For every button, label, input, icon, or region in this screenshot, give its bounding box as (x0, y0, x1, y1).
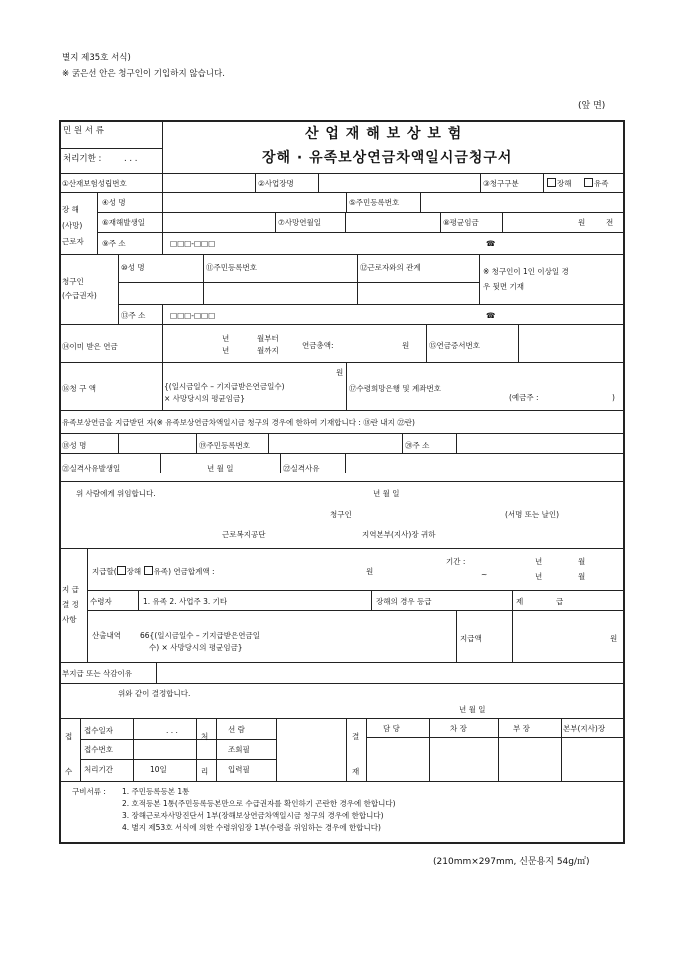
death-date-label: ⑦사망연월일 (278, 218, 321, 227)
bank-account-label: ⑰수령희망은행 및 계좌번호 (349, 384, 441, 393)
pension-label: ⑭이미 받은 연금 (62, 342, 118, 351)
worker-address-label: ⑨주 소 (102, 239, 126, 248)
worker-name-label: ④성 명 (102, 198, 126, 207)
gyeol-label: 결 (352, 732, 360, 741)
cheo-label: 처 (201, 732, 209, 741)
receipt-date-value: . . . (166, 726, 178, 735)
period-month-1: 월 (578, 557, 586, 566)
decision-won: 원 (366, 567, 374, 576)
docs-item-4: 4. 별지 제53호 서식에 의한 수령위임장 1부(수령을 위임하는 경우에 한합니다) (122, 823, 381, 832)
avg-wage-jeon: 전 (606, 218, 614, 227)
delegate-office: 지역본부(지사)장 귀하 (362, 530, 436, 539)
title-line-2: 장해 · 유족보상연금차액일시금청구서 (262, 150, 513, 166)
claimant-zip: □□□-□□□ (170, 311, 216, 320)
decision-label-2: 결 정 (62, 600, 79, 609)
worker-label-1: 장 해 (62, 205, 79, 214)
survivor-name-label: ⑱성 명 (62, 441, 87, 450)
civil-label: 민 원 서 류 (63, 126, 104, 136)
worker-phone-icon: ☎ (486, 239, 496, 248)
grade-label: 장해의 경우 등급 (376, 597, 432, 606)
claim-won: 원 (336, 368, 344, 377)
business-name-label: ②사업장명 (258, 179, 294, 188)
claimant-relation-label: ⑫근로자와의 관계 (360, 263, 421, 272)
grade-je: 제 (516, 597, 524, 606)
claimant-phone-icon: ☎ (486, 311, 496, 320)
recipient-options: 1. 유족 2. 사업주 3. 기타 (143, 597, 228, 606)
claim-formula-2: × 사망당시의 평균임금} (164, 394, 246, 403)
calc-line-1: 66{(일시금일수 – 기지급받은연금일 (140, 631, 260, 640)
claimant-name-label: ⑩성 명 (121, 263, 145, 272)
deadline-dots: . . . (124, 154, 138, 164)
loss-date-label: ㉑실격사유발생일 (62, 464, 121, 473)
pension-cert-label: ⑮연금증서번호 (429, 341, 480, 350)
worker-zip: □□□-□□□ (170, 239, 216, 248)
role-3: 부 장 (513, 724, 530, 733)
worker-rrn-label: ⑤주민등록번호 (349, 198, 400, 207)
checkbox-icon (547, 178, 556, 187)
receipt-no-label: 접수번호 (84, 745, 113, 754)
docs-label: 구비서류 : (72, 787, 106, 796)
survivor-note: 유족보상연금을 지급받던 자(※ 유족보상연금차액일시금 청구의 경우에 한하여 기재합니다 : ⑱란 내지 ㉒란) (62, 418, 415, 427)
delegate-sign: (서명 또는 날인) (505, 510, 560, 519)
delegate-text: 위 사람에게 위임합니다. (76, 489, 156, 498)
su-label: 수 (65, 767, 73, 776)
worker-label-3: 근로자 (62, 237, 84, 246)
pay-amount-label: 지급액 (460, 634, 482, 643)
docs-item-3: 3. 장해근로자사망진단서 1부(장해보상연금차액일시금 청구의 경우에 한합니다) (122, 811, 384, 820)
docs-item-1: 1. 주민등록등본 1통 (122, 787, 190, 796)
loss-date-format: 년 월 일 (207, 464, 234, 473)
side-label: (앞 면) (578, 101, 606, 111)
grade-geup: 급 (556, 597, 564, 606)
injury-date-label: ⑥재해발생일 (102, 218, 145, 227)
paper-spec: (210mm×297mm, 신문용지 54g/㎡) (433, 857, 590, 867)
calc-line-2: 수) × 사망당시의 평균임금} (149, 643, 243, 652)
depositor-label: (예금주 : (509, 393, 539, 402)
jeop-label: 접 (65, 732, 73, 741)
claimant-note-2: 우 뒷면 기재 (483, 282, 524, 291)
pension-month-from: 월부터 (257, 334, 279, 343)
recipient-label: 수령자 (90, 597, 112, 606)
pension-total-label: 연금총액: (302, 341, 334, 350)
delegate-agency: 근로복지공단 (222, 530, 266, 539)
checkbox-icon (584, 178, 593, 187)
docs-item-2: 2. 호적등본 1통(주민등록등본만으로 수급권자를 확인하기 곤란한 경우에 한합니다) (122, 799, 396, 808)
period-tilde: ~ (481, 570, 488, 579)
calc-label: 산출내역 (92, 631, 121, 640)
survivor-rrn-label: ⑲주민등록번호 (199, 441, 250, 450)
form-number: 별지 제35호 서식) (62, 53, 131, 63)
avg-wage-won: 원 (578, 218, 586, 227)
period-month-2: 월 (578, 572, 586, 581)
claimant-label-2: (수급권자) (62, 291, 97, 300)
opt-disability-checkbox[interactable]: 장해 (547, 178, 572, 189)
process-item-1: 선 람 (228, 725, 245, 734)
role-2: 차 장 (450, 724, 467, 733)
claimant-rrn-label: ⑪주민등록번호 (206, 263, 257, 272)
decision-label-1: 지 급 (62, 585, 79, 594)
decided-date: 년 월 일 (459, 705, 486, 714)
period-label: 기간 : (446, 557, 466, 566)
reason-label: 부지급 또는 삭감이유 (62, 669, 132, 678)
period-year-2: 년 (535, 572, 543, 581)
worker-label-2: (사망) (62, 221, 83, 230)
deadline-label: 처리기한 : (63, 154, 102, 164)
title-line-1: 산 업 재 해 보 상 보 험 (305, 126, 463, 142)
receipt-date-label: 접수일자 (84, 726, 113, 735)
period-year-1: 년 (535, 557, 543, 566)
claimant-note-1: ※ 청구인이 1인 이상일 경 (483, 267, 569, 276)
depositor-close: ) (612, 393, 615, 402)
pension-year-1: 년 (222, 334, 230, 343)
checkbox-icon[interactable] (117, 566, 126, 575)
delegate-date: 년 월 일 (373, 489, 400, 498)
jae-label: 재 (352, 767, 360, 776)
claimant-label-1: 청구인 (62, 277, 84, 286)
role-4: 본부(지사)장 (563, 724, 606, 733)
pay-amount-won: 원 (610, 634, 618, 643)
decision-payable: 지급할( 장해 유족) 연금합계액 : (92, 567, 215, 576)
claim-formula-1: {(일시금일수 – 기지급받은연금일수) (164, 382, 285, 391)
process-item-2: 조회필 (228, 745, 250, 754)
process-period-label: 처리기간 (84, 765, 113, 774)
ri-label: 리 (201, 767, 209, 776)
pension-total-won: 원 (402, 341, 410, 350)
notice-text: ※ 굵은선 안은 청구인이 기입하지 않습니다. (62, 69, 225, 79)
checkbox-icon[interactable] (144, 566, 153, 575)
process-period-value: 10일 (150, 765, 167, 774)
frame-bottom (59, 842, 625, 844)
frame-top (59, 120, 625, 122)
claim-amount-label: ⑯청 구 액 (62, 384, 97, 393)
claimant-address-label: ⑬주 소 (121, 311, 146, 320)
avg-wage-label: ⑧평균임금 (443, 218, 479, 227)
role-1: 담 당 (383, 724, 400, 733)
survivor-address-label: ⑳주 소 (405, 441, 430, 450)
pension-month-to: 월까지 (257, 346, 279, 355)
insurance-no-label: ①산재보험성립번호 (62, 179, 127, 188)
claim-type-label: ③청구구분 (483, 179, 519, 188)
frame-right (623, 120, 625, 843)
decision-label-3: 사항 (62, 615, 77, 624)
delegate-claimant: 청구인 (330, 510, 352, 519)
opt-survivor-checkbox[interactable]: 유족 (584, 178, 609, 189)
process-item-3: 입력필 (228, 765, 250, 774)
pension-year-2: 년 (222, 346, 230, 355)
loss-reason-label: ㉒실격사유 (283, 464, 320, 473)
decided-text: 위와 같이 결정합니다. (118, 689, 191, 698)
